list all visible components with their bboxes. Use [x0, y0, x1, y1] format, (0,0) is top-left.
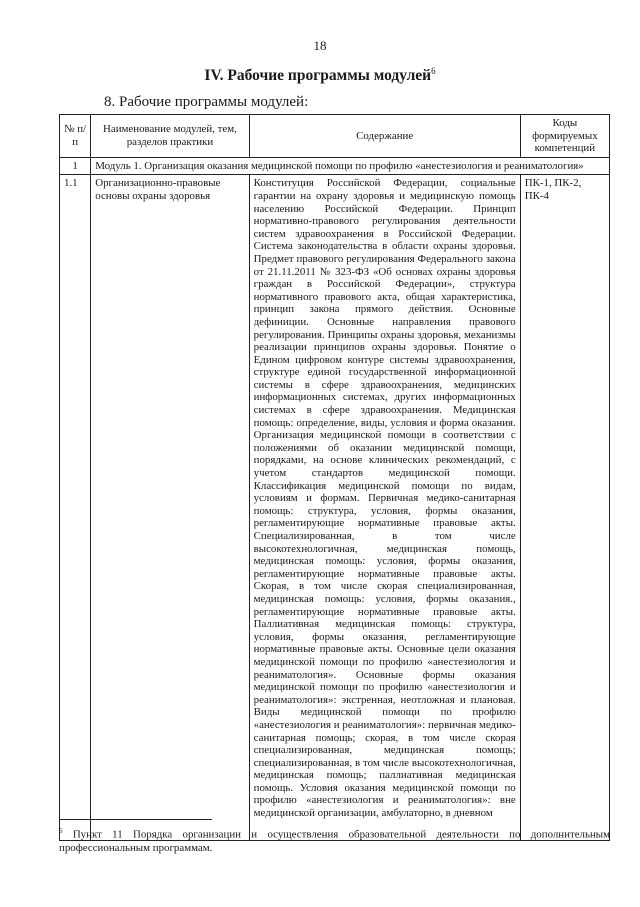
header-codes: Коды формируемых компетенций — [520, 115, 609, 158]
module-row — [60, 157, 610, 175]
footnote — [59, 825, 610, 855]
section-title-footnote-mark: 6 — [431, 66, 436, 76]
table-caption: 8. Рабочие программы модулей: — [104, 94, 309, 110]
module-title: Модуль 1. Организация оказания медицинской помощи по профилю «анестезиология и реаниматология» — [91, 157, 610, 175]
header-name: Наименование модулей, тем, разделов практики — [91, 115, 249, 158]
table-row — [60, 175, 610, 841]
row-content-text: Конституция Российской Федерации, социальные гарантии на охрану здоровья и медицинскую помощь населению Российской Федерации. Принцип нормативно-правового регулирования деятельности систем здравоохранения в Российской Федерации. Система законодательства в области охраны здоровья. Предмет правового регулирования Федерального закона от 21.11.2011 № 323-ФЗ «Об основах охраны здоровья граждан в Российской Федерации», структура нормативного правового акта, общая характеристика, принцип закона прямого действия. Основные дефиниции. Основные направления правового регулирования. Принципы охраны здоровья, механизмы реализации принципов охраны здоровья. Понятие о Едином цифровом контуре системы здравоохранения, структуре единой государственной информационной системы в сфере здравоохранения, медицинских информационных системах, других информационных системах в сфере здравоохранения. Медицинская помощь: определение, виды, условия и форма оказания. Организация медицинской помощи в соответствии с положениями об оказании медицинской помощи, порядками, на основе клинических рекомендаций, с учетом стандартов медицинской помощи. Классификация медицинской помощи по видам, условиям и формам. Первичная медико-санитарная помощь: структура, условия, формы оказания, регламентирующие нормативные правовые акты. Специализированная, в том числе высокотехнологичная, медицинская помощь, медицинская помощь: условия, формы оказания, регламентирующие нормативные правовые акты. Скорая, в том числе скорая специализированная, медицинская помощь: условия, формы оказания., регламентирующие нормативные правовые акты. Паллиативная медицинская помощь: структура, условия, формы оказания, регламентирующие нормативные правовые акты. Основные цели оказания медицинской помощи по профилю «анестезиология и реаниматология». Основные формы оказания медицинской помощи по профилю «анестезиология и реаниматология»: экстренная, неотложная и плановая. Виды медицинской помощи по профилю «анестезиология и реаниматология»: первичная медико-санитарная помощь; скорая, в том числе скорая специализированная, медицинская помощь; специализированная, в том числе высокотехнологичная, медицинская помощь; паллиативная медицинская помощь. Условия оказания медицинской помощи по профилю «анестезиология и реаниматология»: вне медицинской организации, амбулаторно, в дневном — [253, 177, 516, 820]
row-num: 1.1 — [60, 175, 91, 841]
row-codes: ПК-1, ПК-2, ПК-4 — [520, 175, 609, 841]
footnote-mark: 6 — [59, 827, 63, 835]
footnote-divider — [59, 819, 212, 820]
table-header-row — [60, 115, 610, 158]
section-title-text: IV. Рабочие программы модулей — [204, 67, 432, 85]
page-number: 18 — [313, 38, 327, 53]
footnote-text: Пункт 11 Порядка организации и осуществления образовательной деятельности по дополнительным профессиональным программам. — [59, 828, 610, 854]
module-num: 1 — [60, 157, 91, 175]
section-title — [0, 66, 640, 85]
row-name: Организационно-правовые основы охраны здоровья — [91, 175, 249, 841]
header-num: № п/п — [60, 115, 91, 158]
row-content — [249, 175, 520, 841]
modules-table — [59, 114, 610, 841]
header-content: Содержание — [249, 115, 520, 158]
